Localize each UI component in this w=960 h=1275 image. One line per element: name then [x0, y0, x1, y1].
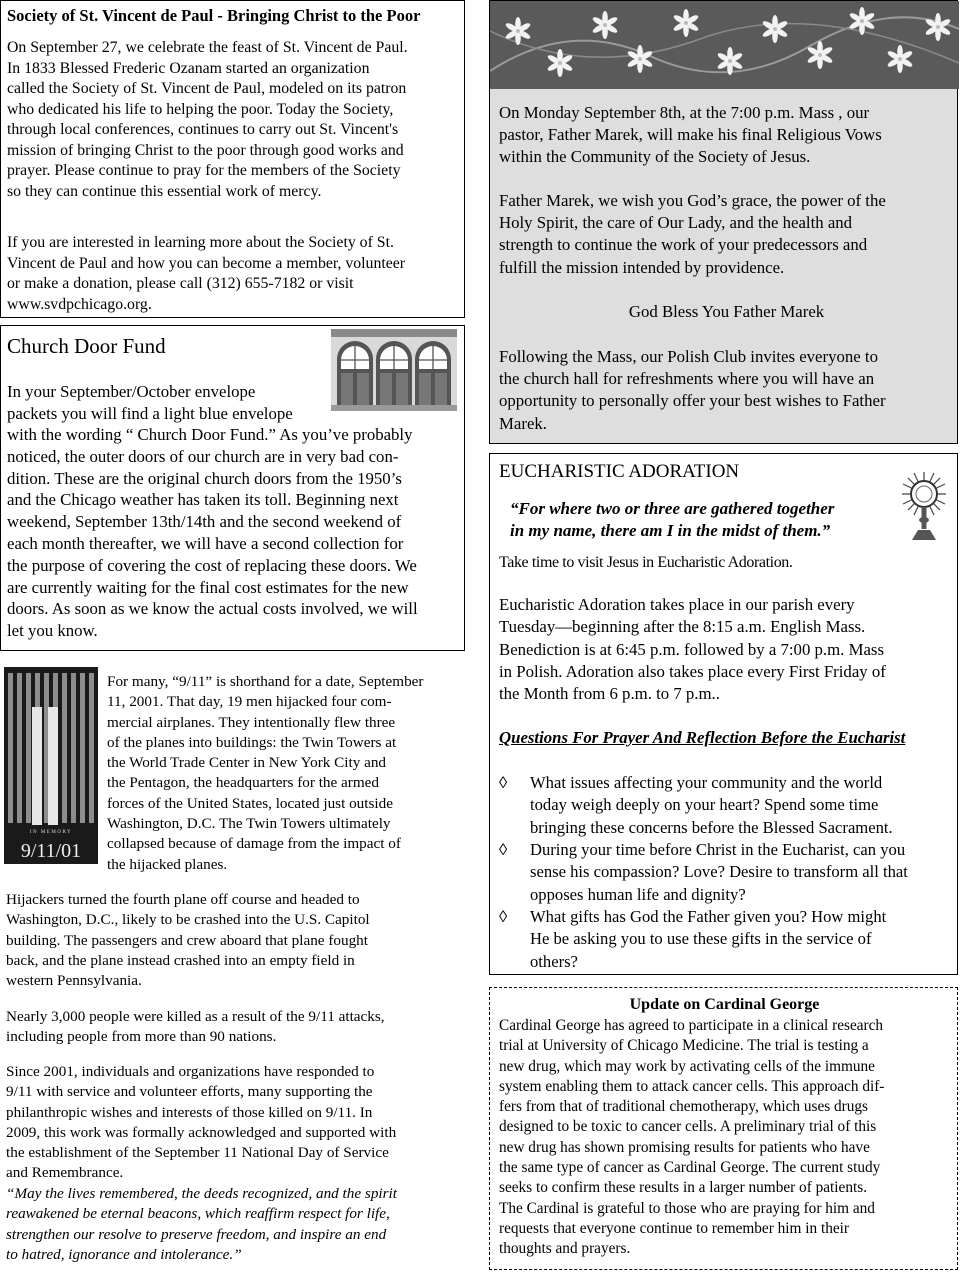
eucharistic-adoration-title: EUCHARISTIC ADORATION	[499, 461, 740, 482]
svdp-paragraph-2: If you are interested in learning more about the Society of St. Vincent de Paul and how you can become a member, volunteer or make a donation, please call (312) 655-7182 or visit www.svdpchicago.org.	[7, 234, 406, 313]
floral-banner	[490, 1, 959, 89]
nine-eleven-paragraph-1: For many, “9/11” is shorthand for a date, September 11, 2001. That day, 19 men hijacked four com- mercial airplanes. They intentionally flew three of the planes into buildings: the Twin Towers at the World Trade Center in New York City and the Pentagon, the headquarters for the armed forces of the United States, located just outside Washington, D.C. The Twin Towers ultimately collapsed because of damage from the impact of the hijacked planes.	[107, 673, 424, 873]
question-text-3: What gifts has God the Father given you? How might He be asking you to use these gifts in the service of others?	[530, 907, 887, 971]
svdp-title: Society of St. Vincent de Paul - Bringing Christ to the Poor	[7, 6, 421, 25]
cardinal-george-text: Cardinal George has agreed to participate in a clinical research trial at University of Chicago Medicine. The trial is testing a new drug, which may work by activating cells of the immune system enabling them to attack cancer cells. This approach dif- fers from that of traditional chemotherapy, which uses drugs designed to be toxic to cancer cells. A preliminary trial of this new drug has shown promising results for patients who have the same type of cancer as Cardinal George. The current study seeks to confirm these results in a larger number of patients. The Cardinal is grateful to those who are praying for him and requests that everyone continue to remember him in their thoughts and prayers.	[499, 1017, 885, 1258]
cardinal-george-article	[489, 987, 958, 1270]
father-marek-paragraph-2: Father Marek, we wish you God’s grace, the power of the Holy Spirit, the care of Our Lady, and the health and strength to continue the work of your predecessors and fulfill the mission intended by providence.	[499, 191, 886, 277]
father-marek-article	[489, 0, 958, 444]
cardinal-george-title: Update on Cardinal George	[629, 996, 820, 1013]
eucharistic-adoration-article	[489, 453, 958, 975]
church-door-fund-title: Church Door Fund	[7, 334, 166, 358]
nine-eleven-paragraph-4: Since 2001, individuals and organizations have responded to 9/11 with service and volunteer efforts, many supporting the philanthropic wishes and interests of those killed on 9/11. In 2009, this work was formally acknowledged and supported with the establishment of the September 11 National Day of Service and Remembrance.	[6, 1063, 397, 1182]
diamond-bullet-icon: ◊	[499, 773, 508, 792]
september-11-memorial-poster	[4, 667, 98, 864]
father-marek-blessing: God Bless You Father Marek	[628, 302, 825, 321]
church-doors-photo	[331, 329, 457, 411]
question-text-1: What issues affecting your community and the world today weigh deeply on your heart? Spend some time bringing these concerns before the Blessed Sacrament.	[530, 773, 893, 837]
nine-eleven-paragraph-2: Hijackers turned the fourth plane off course and headed to Washington, D.C., likely to be crashed into the U.S. Capitol building. The passengers and crew aboard that plane fought back, and the plane instead crashed into an empty field in western Pennsylvania.	[6, 891, 370, 990]
question-text-2: During your time before Christ in the Eucharist, can you sense his compassion? Love? Desire to transform all that opposes human life and dignity?	[530, 840, 908, 904]
poster-small-text: IN MEMORY	[29, 830, 73, 835]
diamond-bullet-icon: ◊	[499, 907, 508, 926]
church-door-fund-intro: In your September/October envelope packets you will find a light blue envelope	[7, 382, 293, 423]
adoration-schedule: Eucharistic Adoration takes place in our parish every Tuesday—beginning after the 8:15 a.m. English Mass. Benediction is at 6:45 p.m. followed by a 7:00 p.m. Mass in Polish. Adoration also takes place every First Friday of the Month from 6 p.m. to 7 p.m..	[499, 595, 886, 704]
scripture-quote: “For where two or three are gathered together in my name, there am I in the midst of them.”	[510, 499, 835, 540]
svdp-paragraph-1: On September 27, we celebrate the feast of St. Vincent de Paul. In 1833 Blessed Frederic Ozanam started an organization called the Society of St. Vincent de Paul, modeled on its patron who dedicated his life to helping the poor. Today the Society, through local conferences, continues to carry out St. Vincent's mission of bringing Christ to the poor through good works and prayer. Please continue to pray for the members of the Society so they can continue this essential work of mercy.	[7, 39, 408, 200]
nine-eleven-paragraph-3: Nearly 3,000 people were killed as a result of the 9/11 attacks, including people from more than 90 nations.	[6, 1008, 385, 1046]
diamond-bullet-icon: ◊	[499, 840, 508, 859]
svdp-article	[0, 0, 465, 318]
church-door-fund-body: with the wording “ Church Door Fund.” As you’ve probably noticed, the outer doors of our church are in very bad con- dition. These are the original church doors from the 1950’s and the Chicago weather has taken its toll. Beginning next weekend, September 13th/14th and the second weekend of each month thereafter, we will have a second collection for the purpose of covering the cost of replacing these doors. We are currently waiting for the final cost estimates for the new doors. As soon as we know the actual costs involved, we will let you know.	[7, 425, 418, 641]
father-marek-paragraph-3: Following the Mass, our Polish Club invites everyone to the church hall for refreshments where you will have an opportunity to personally offer your best wishes to Father Marek.	[499, 347, 886, 433]
father-marek-paragraph-1: On Monday September 8th, at the 7:00 p.m. Mass , our pastor, Father Marek, will make his final Religious Vows within the Community of the Society of Jesus.	[499, 103, 882, 167]
poster-date: 9/11/01	[20, 840, 82, 862]
nine-eleven-quote: “May the lives remembered, the deeds recognized, and the spirit reawakened be eternal beacons, which reaffirm respect for life, strengthen our resolve to preserve freedom, and inspire an end to hatred, ignorance and intolerance.”	[6, 1185, 397, 1263]
take-time-line: Take time to visit Jesus in Eucharistic Adoration.	[499, 554, 793, 571]
questions-heading: Questions For Prayer And Reflection Before the Eucharist	[499, 728, 906, 747]
church-door-fund-article	[0, 325, 465, 651]
monstrance-icon	[900, 470, 948, 542]
